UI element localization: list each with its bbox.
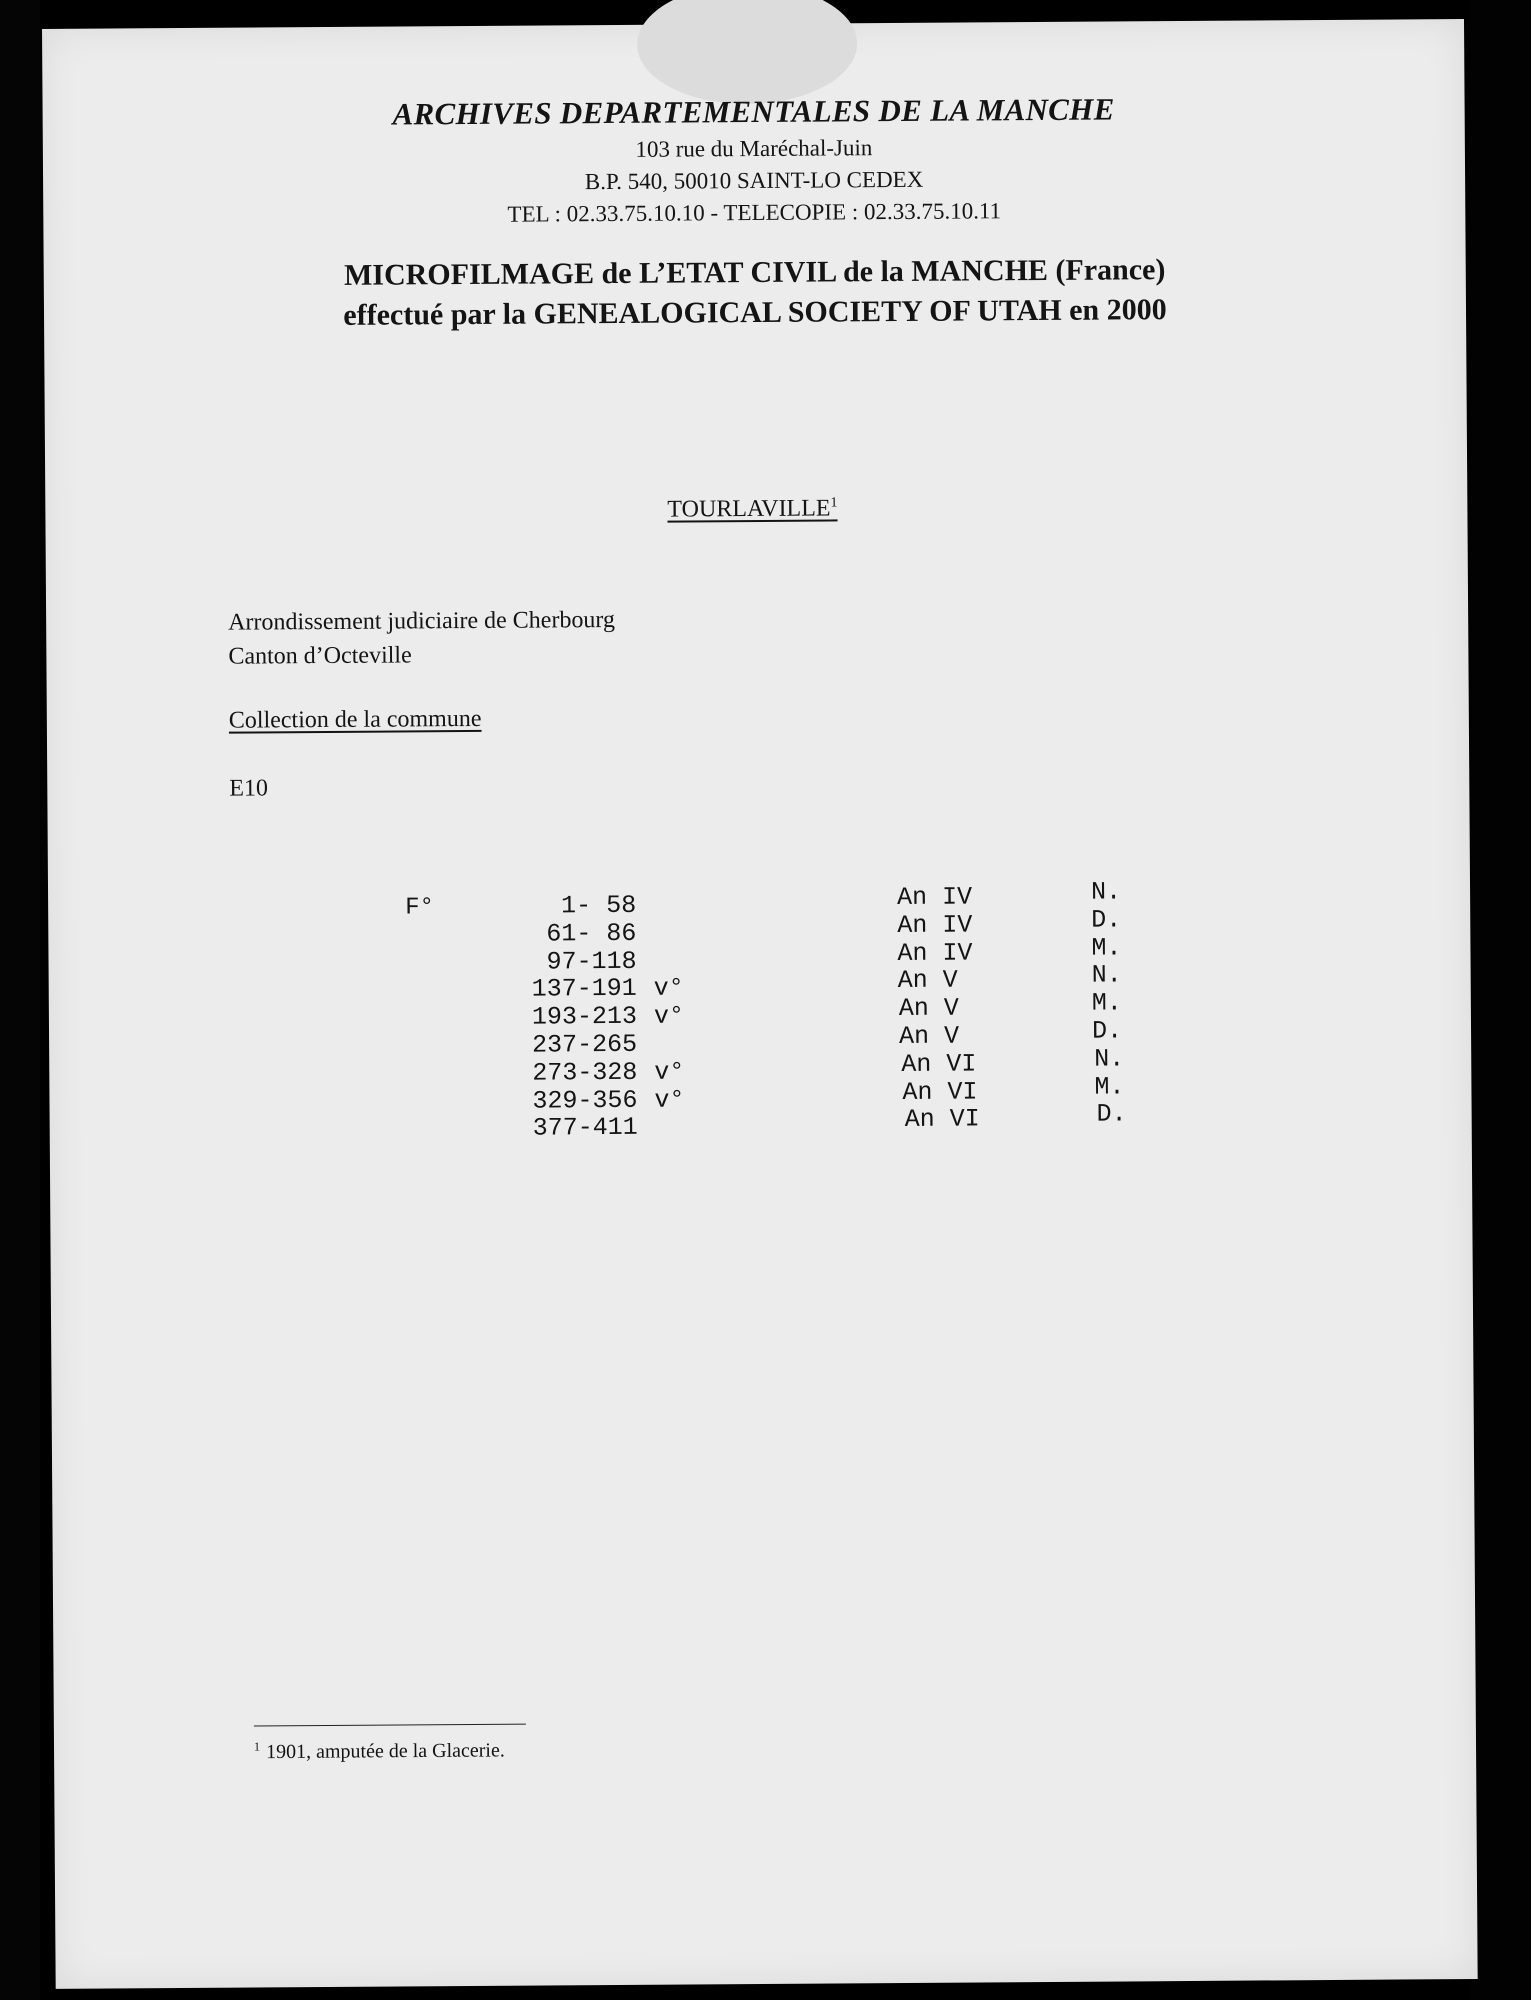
verso-mark: v° [654,1057,685,1087]
revolutionary-year: An V [898,1021,960,1052]
acte-type: N. [1091,960,1122,991]
folio-range: 329-356 [532,1085,638,1116]
acte-type: N. [1090,877,1122,907]
archive-cote: E10 [229,775,269,802]
microfilm-title-line2: effectué par la GENEALOGICAL SOCIETY OF UTAH en 2000 [343,293,1167,332]
phone-fax: TEL : 02.33.75.10.10 - TELECOPIE : 02.33.75.10.11 [507,198,1002,227]
folio-range: 237-265 [531,1029,638,1060]
revolutionary-year: An VI [902,1077,978,1107]
folio-range: 193-213 [531,1002,638,1032]
address-street: 103 rue du Maréchal-Juin [635,135,873,162]
commune-name: TOURLAVILLE [667,495,831,523]
verso-mark: v° [653,973,684,1004]
address-city: B.P. 540, 50010 SAINT-LO CEDEX [584,166,924,195]
acte-type: D. [1091,1016,1123,1046]
verso-mark: v° [654,1085,685,1115]
revolutionary-year: An V [897,965,958,996]
acte-type: M. [1094,1072,1125,1102]
footnote-separator [254,1724,526,1727]
institution-title: ARCHIVES DEPARTEMENTALES DE LA MANCHE [392,91,1115,132]
film-border-right [1471,0,1531,2000]
folio-label: F° [405,894,435,922]
document-page [42,19,1478,1989]
acte-type: M. [1091,933,1122,963]
microfilm-title-line1: MICROFILMAGE de L’ETAT CIVIL de la MANCHE (France) [343,253,1166,292]
arrondissement-line: Arrondissement judiciaire de Cherbourg [228,606,616,636]
acte-type: D. [1091,905,1122,935]
paper-notch [637,0,858,105]
acte-type: D. [1096,1099,1127,1130]
revolutionary-year: An IV [897,910,973,940]
footnote-text: 1901, amputée de la Glacerie. [265,1739,505,1764]
footnote-ref: 1 [830,495,838,511]
folio-range: 61- 86 [546,918,637,949]
revolutionary-year: An VI [904,1104,980,1135]
folio-range: 1- 58 [561,890,637,921]
revolutionary-year: An V [898,993,959,1024]
verso-mark: v° [653,1001,685,1031]
footnote [254,1738,505,1764]
acte-type: N. [1094,1044,1125,1074]
revolutionary-year: An IV [897,938,973,968]
folio-range: 273-328 [532,1057,638,1088]
folio-range: 377-411 [532,1113,638,1143]
footnote-marker: 1 [253,1739,261,1754]
folio-range: 97-118 [546,946,637,977]
acte-type: M. [1091,988,1122,1018]
revolutionary-year: An IV [897,882,973,913]
commune-heading [667,495,837,523]
folio-range: 137-191 [531,974,637,1004]
revolutionary-year: An VI [901,1049,977,1079]
canton-line: Canton d’Octeville [228,642,412,670]
collection-heading: Collection de la commune [228,705,482,734]
film-border-left [0,0,40,2000]
